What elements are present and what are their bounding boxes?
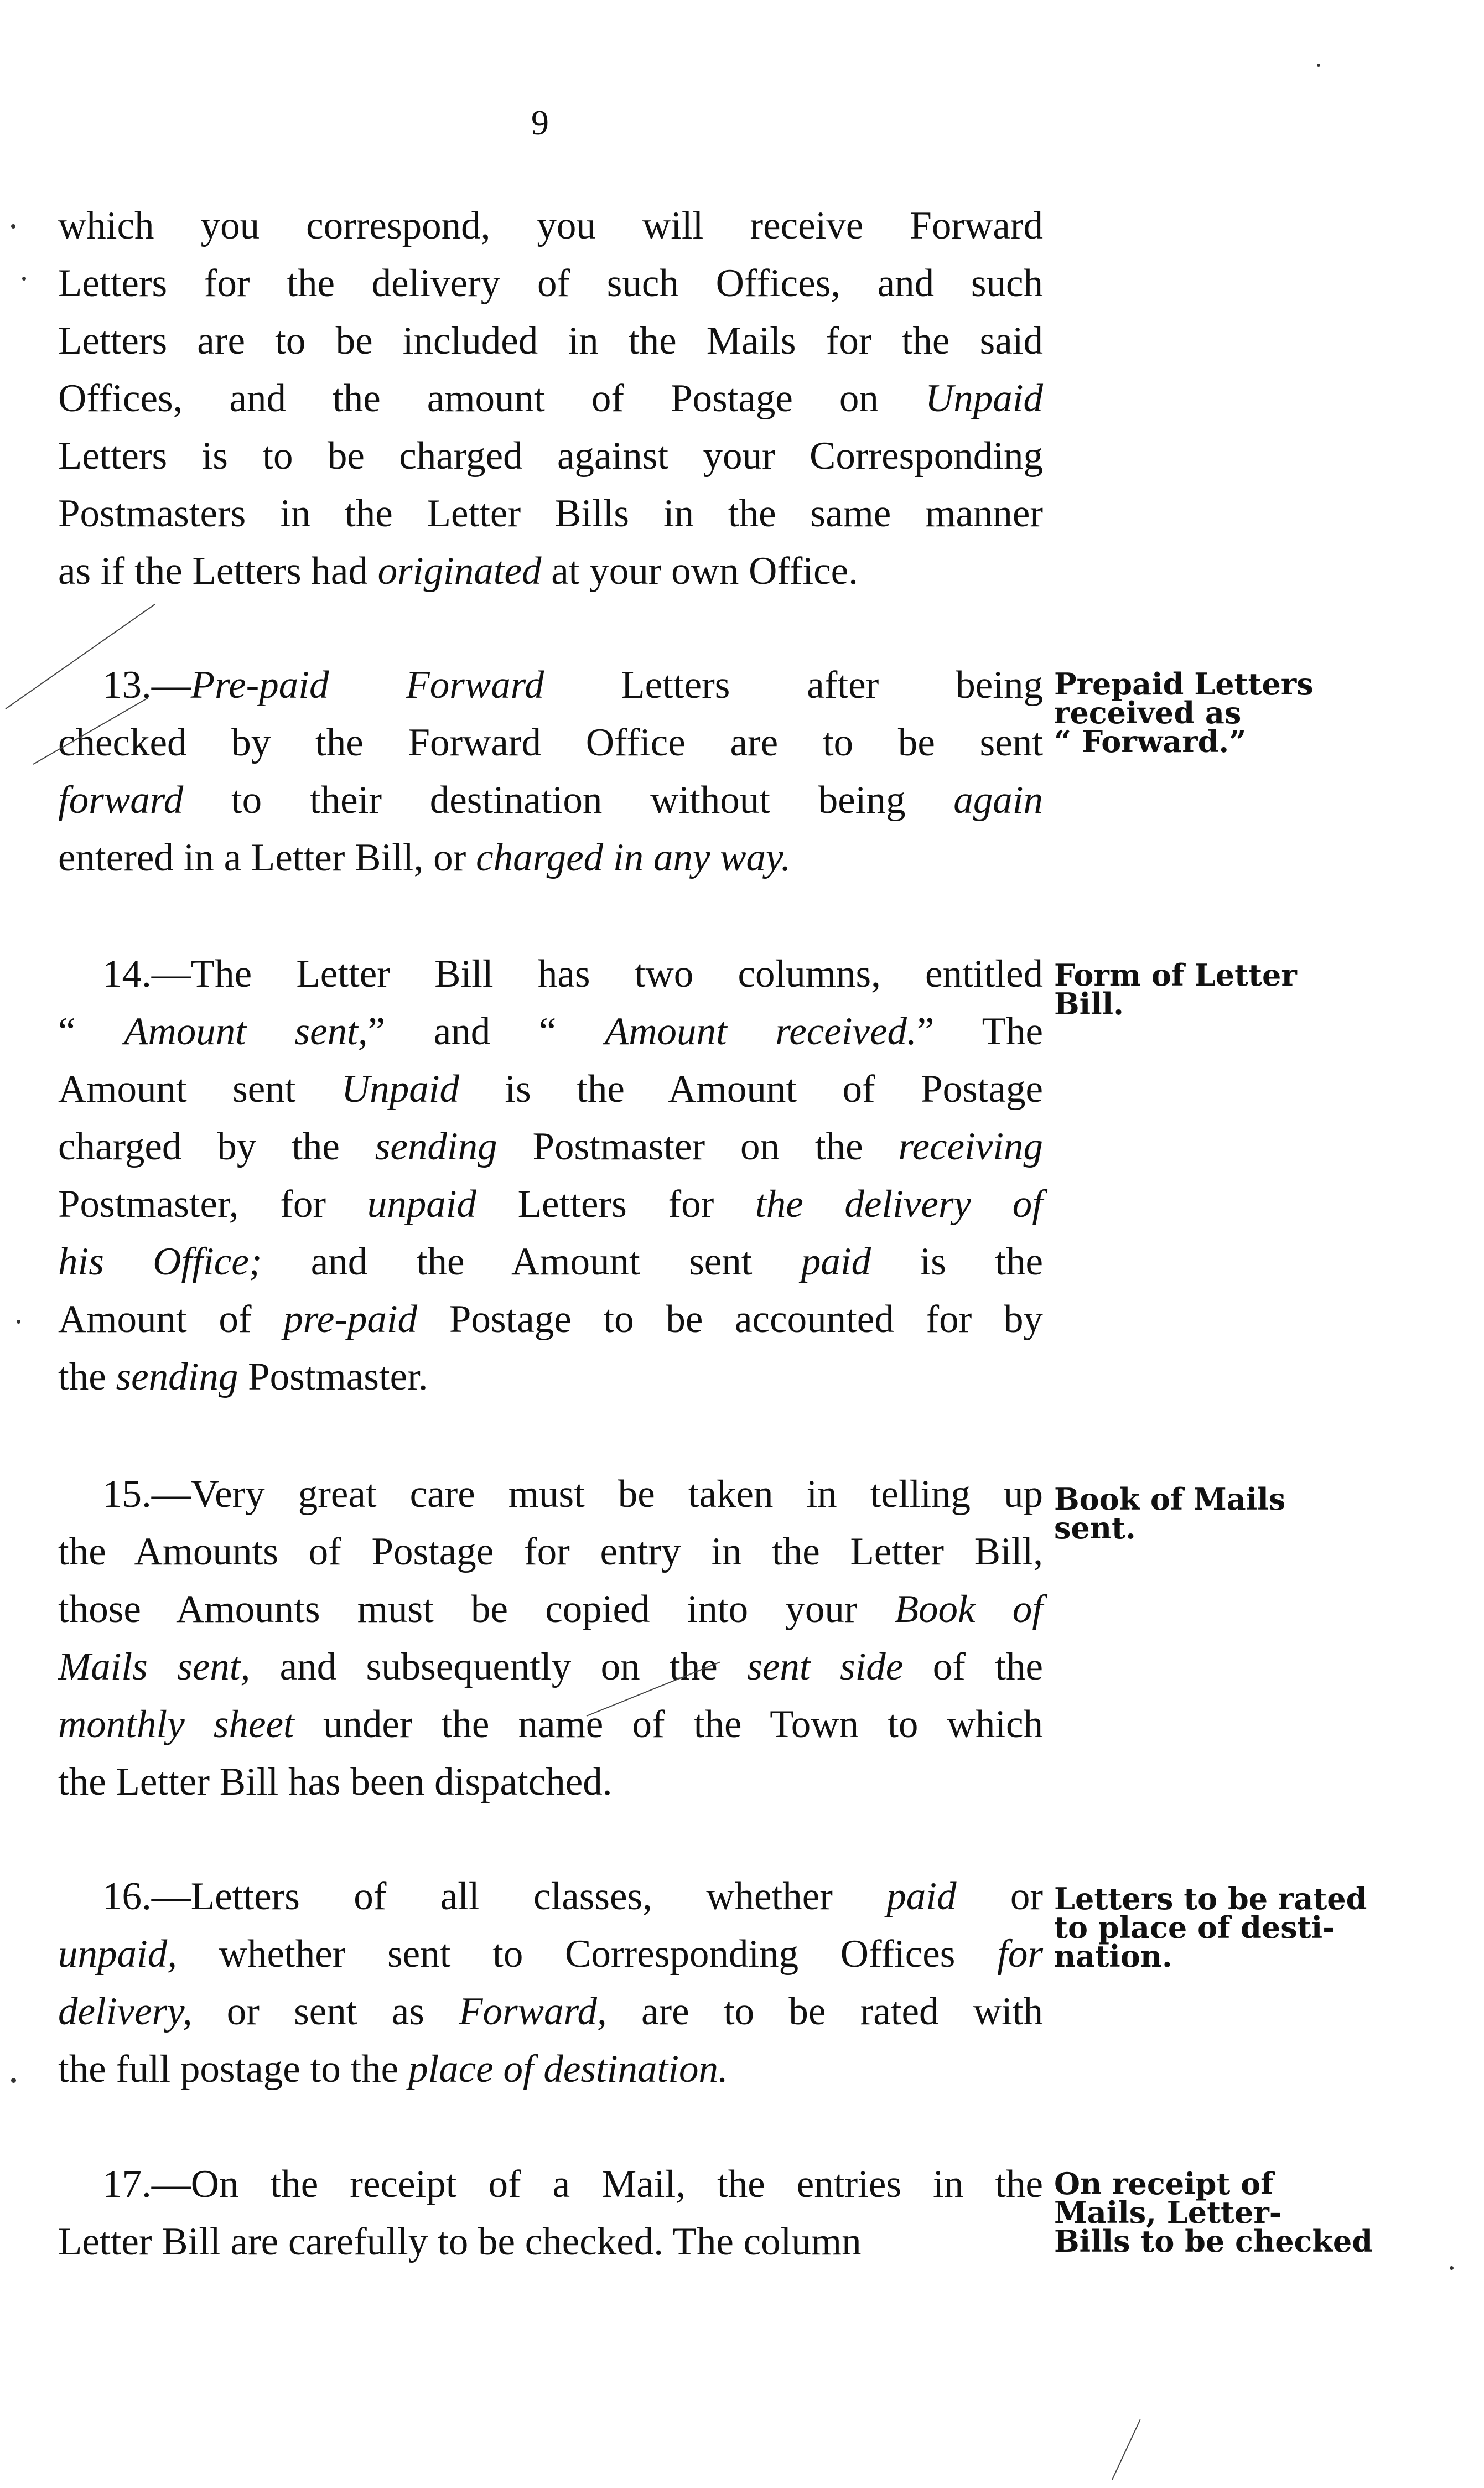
text-line: Letters are to be included in the Mails for the said xyxy=(58,319,1043,362)
scan-scratch xyxy=(1112,2419,1141,2480)
side-note-line: to place of desti- xyxy=(1054,1910,1335,1945)
scan-speck xyxy=(1317,64,1320,67)
text-line: Postmaster, for unpaid Letters for the delivery of xyxy=(58,1183,1043,1226)
text-line: checked by the Forward Office are to be sent xyxy=(58,721,1043,764)
text-line: charged by the sending Postmaster on the receiving xyxy=(58,1125,1043,1168)
text-line: Letters for the delivery of such Offices, and such xyxy=(58,262,1043,305)
text-line: Amount sent Unpaid is the Amount of Postage xyxy=(58,1067,1043,1111)
text-line: forward to their destination without being again xyxy=(58,779,1043,822)
scan-speck xyxy=(11,224,15,229)
side-note-line: Book of Mails xyxy=(1054,1481,1286,1517)
text-line: 13.—Pre-paid Forward Letters after being xyxy=(102,664,1043,707)
text-line: 16.—Letters of all classes, whether paid or xyxy=(102,1875,1043,1918)
scan-speck xyxy=(11,2078,16,2083)
scan-speck xyxy=(22,277,26,281)
side-note-line: Mails, Letter- xyxy=(1054,2195,1282,2230)
text-line: those Amounts must be copied into your Book of xyxy=(58,1588,1043,1631)
side-note-letters-rated xyxy=(1054,1881,1441,1974)
side-note-line: Bills to be checked xyxy=(1054,2223,1373,2259)
side-note-line: Prepaid Letters xyxy=(1054,666,1314,702)
side-note-receipt-of-mails xyxy=(1054,2166,1441,2259)
side-note-line: “ Forward.” xyxy=(1054,724,1247,759)
text-line: unpaid, whether sent to Corresponding Offices for xyxy=(58,1932,1043,1976)
text-line: Mails sent, and subsequently on the sent side of the xyxy=(58,1645,1043,1688)
scan-speck xyxy=(1450,2266,1454,2270)
paragraph-17 xyxy=(58,2155,1043,2271)
side-note-line: sent. xyxy=(1054,1510,1136,1546)
side-note-book-of-mails-sent xyxy=(1054,1481,1441,1546)
text-line: the Amounts of Postage for entry in the Letter Bill, xyxy=(58,1530,1043,1573)
side-note-prepaid-forward xyxy=(1054,666,1441,759)
paragraph-14 xyxy=(58,945,1043,1406)
page-number: 9 xyxy=(531,103,549,142)
text-line: Amount of pre-paid Postage to be accounted for by xyxy=(58,1298,1043,1341)
paragraph-continuation xyxy=(58,197,1043,600)
side-note-line: Bill. xyxy=(1054,986,1124,1022)
text-line: which you correspond, you will receive Forward xyxy=(58,204,1043,247)
side-note-line: Letters to be rated xyxy=(1054,1881,1367,1916)
text-line: 17.—On the receipt of a Mail, the entries in the xyxy=(102,2163,1043,2206)
text-line: Postmasters in the Letter Bills in the same manner xyxy=(58,492,1043,535)
text-line: delivery, or sent as Forward, are to be rated with xyxy=(58,1990,1043,2033)
text-line: his Office; and the Amount sent paid is the xyxy=(58,1240,1043,1283)
paragraph-13 xyxy=(58,656,1043,887)
side-note-line: received as xyxy=(1054,695,1242,730)
text-line: the Letter Bill has been dispatched. xyxy=(58,1760,613,1803)
text-line: Offices, and the amount of Postage on Unpaid xyxy=(58,377,1043,420)
paragraph-16 xyxy=(58,1868,1043,2098)
side-note-form-of-letter-bill xyxy=(1054,957,1441,1022)
side-note-line: Form of Letter xyxy=(1054,957,1297,993)
text-line: “ Amount sent,” and “ Amount received.” The xyxy=(58,1010,1043,1053)
text-line: as if the Letters had originated at your own Office. xyxy=(58,550,858,593)
text-line: monthly sheet under the name of the Town to which xyxy=(58,1703,1043,1746)
text-line: entered in a Letter Bill, or charged in any way. xyxy=(58,836,791,879)
side-note-line: nation. xyxy=(1054,1938,1172,1974)
scan-speck xyxy=(17,1320,20,1324)
text-line: Letters is to be charged against your Corresponding xyxy=(58,434,1043,478)
side-note-line: On receipt of xyxy=(1054,2166,1274,2201)
paragraph-15 xyxy=(58,1465,1043,1811)
text-line: the full postage to the place of destination. xyxy=(58,2048,728,2091)
text-line: 14.—The Letter Bill has two columns, entitled xyxy=(102,952,1043,996)
text-line: Letter Bill are carefully to be checked. The column xyxy=(58,2220,862,2263)
text-line: the sending Postmaster. xyxy=(58,1355,428,1398)
text-line: 15.—Very great care must be taken in telling up xyxy=(102,1473,1043,1516)
